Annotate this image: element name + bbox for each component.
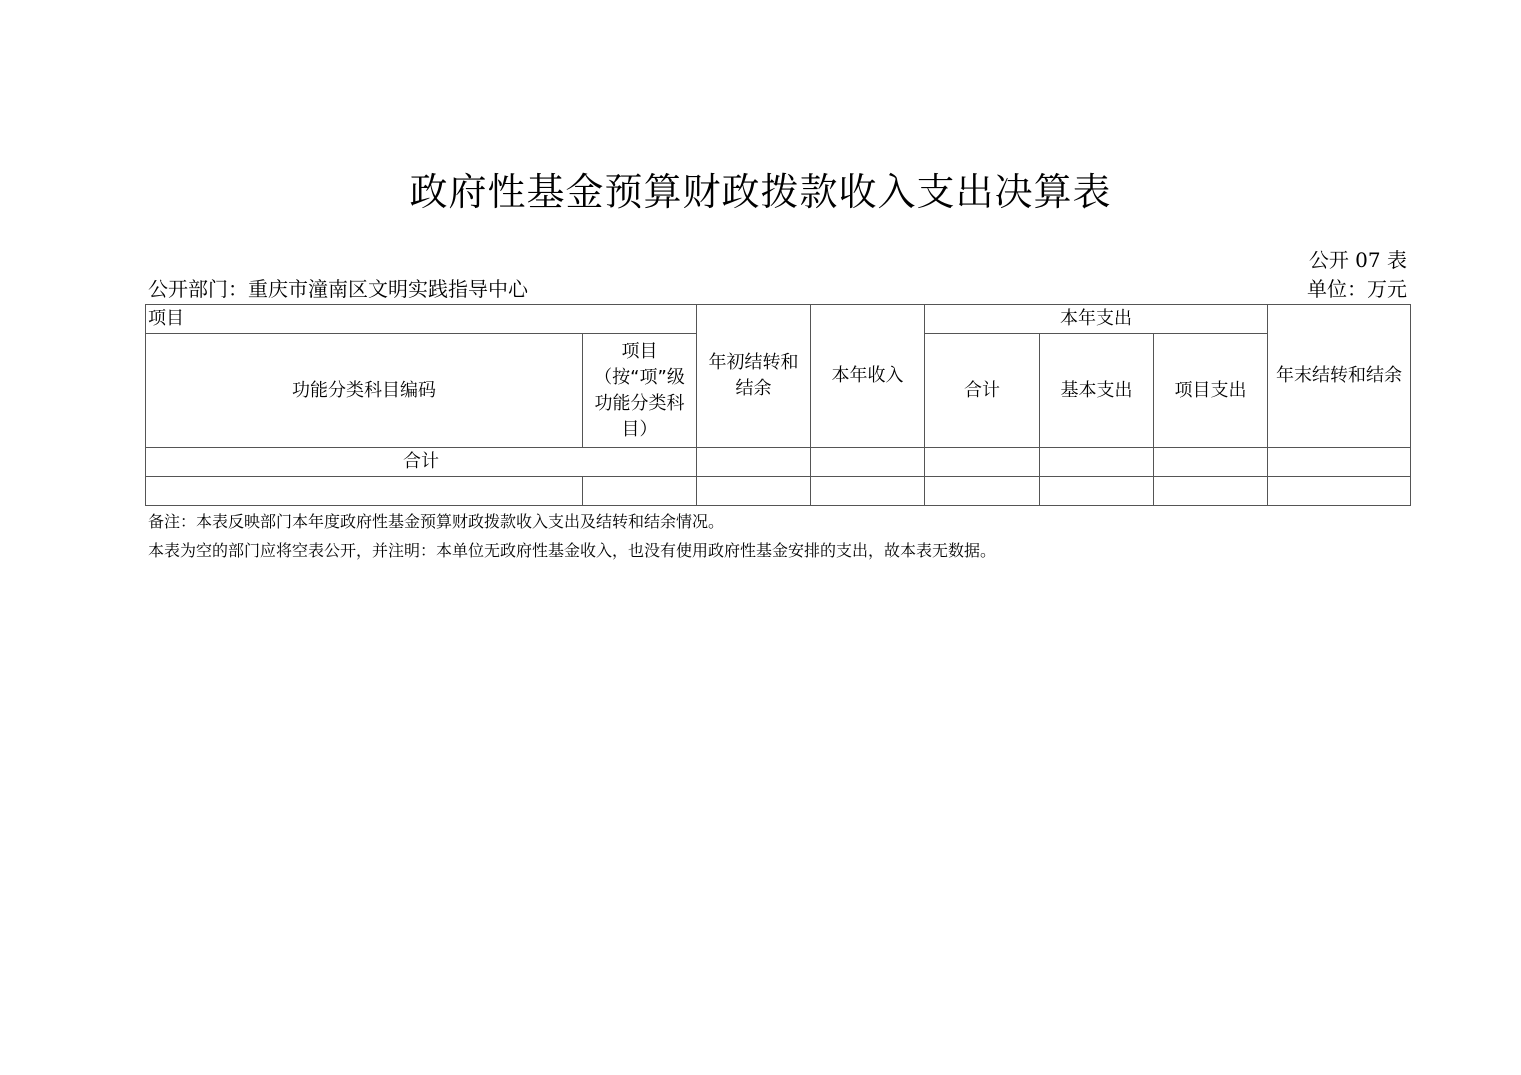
header-func-code: 功能分类科目编码 [146,334,583,448]
total-cell [1268,448,1411,477]
table-cell [697,477,811,506]
table-cell [1040,477,1154,506]
header-item: 项目 [146,305,697,334]
unit-label: 单位：万元 [1307,277,1407,301]
table-cell [583,477,697,506]
total-label: 合计 [146,448,697,477]
table-cell [925,477,1040,506]
header-closing-balance: 年末结转和结余 [1268,305,1411,448]
total-cell [1154,448,1268,477]
form-number: 公开 07 表 [1308,248,1407,272]
header-row-1 [146,305,1411,334]
total-cell [925,448,1040,477]
total-cell [811,448,925,477]
department-label: 公开部门：重庆市潼南区文明实践指导中心 [148,277,528,301]
header-expense-group: 本年支出 [925,305,1268,334]
page-title: 政府性基金预算财政拨款收入支出决算表 [409,170,1112,214]
table-cell [146,477,583,506]
header-basic-expense: 基本支出 [1040,334,1154,448]
header-income: 本年收入 [811,305,925,448]
header-project-expense: 项目支出 [1154,334,1268,448]
header-expense-total: 合计 [925,334,1040,448]
table-row [146,477,1411,506]
total-cell [697,448,811,477]
table-cell [1268,477,1411,506]
table-cell [811,477,925,506]
empty-table-note: 本表为空的部门应将空表公开，并注明：本单位无政府性基金收入，也没有使用政府性基金安排的支出，故本表无数据。 [148,541,997,560]
header-opening-balance: 年初结转和结余 [697,305,811,448]
budget-table [145,304,1411,506]
header-item-by-class: 项目（按“项”级功能分类科目） [583,334,697,448]
remark-note: 备注：本表反映部门本年度政府性基金预算财政拨款收入支出及结转和结余情况。 [148,512,725,531]
total-row [146,448,1411,477]
table-cell [1154,477,1268,506]
total-cell [1040,448,1154,477]
